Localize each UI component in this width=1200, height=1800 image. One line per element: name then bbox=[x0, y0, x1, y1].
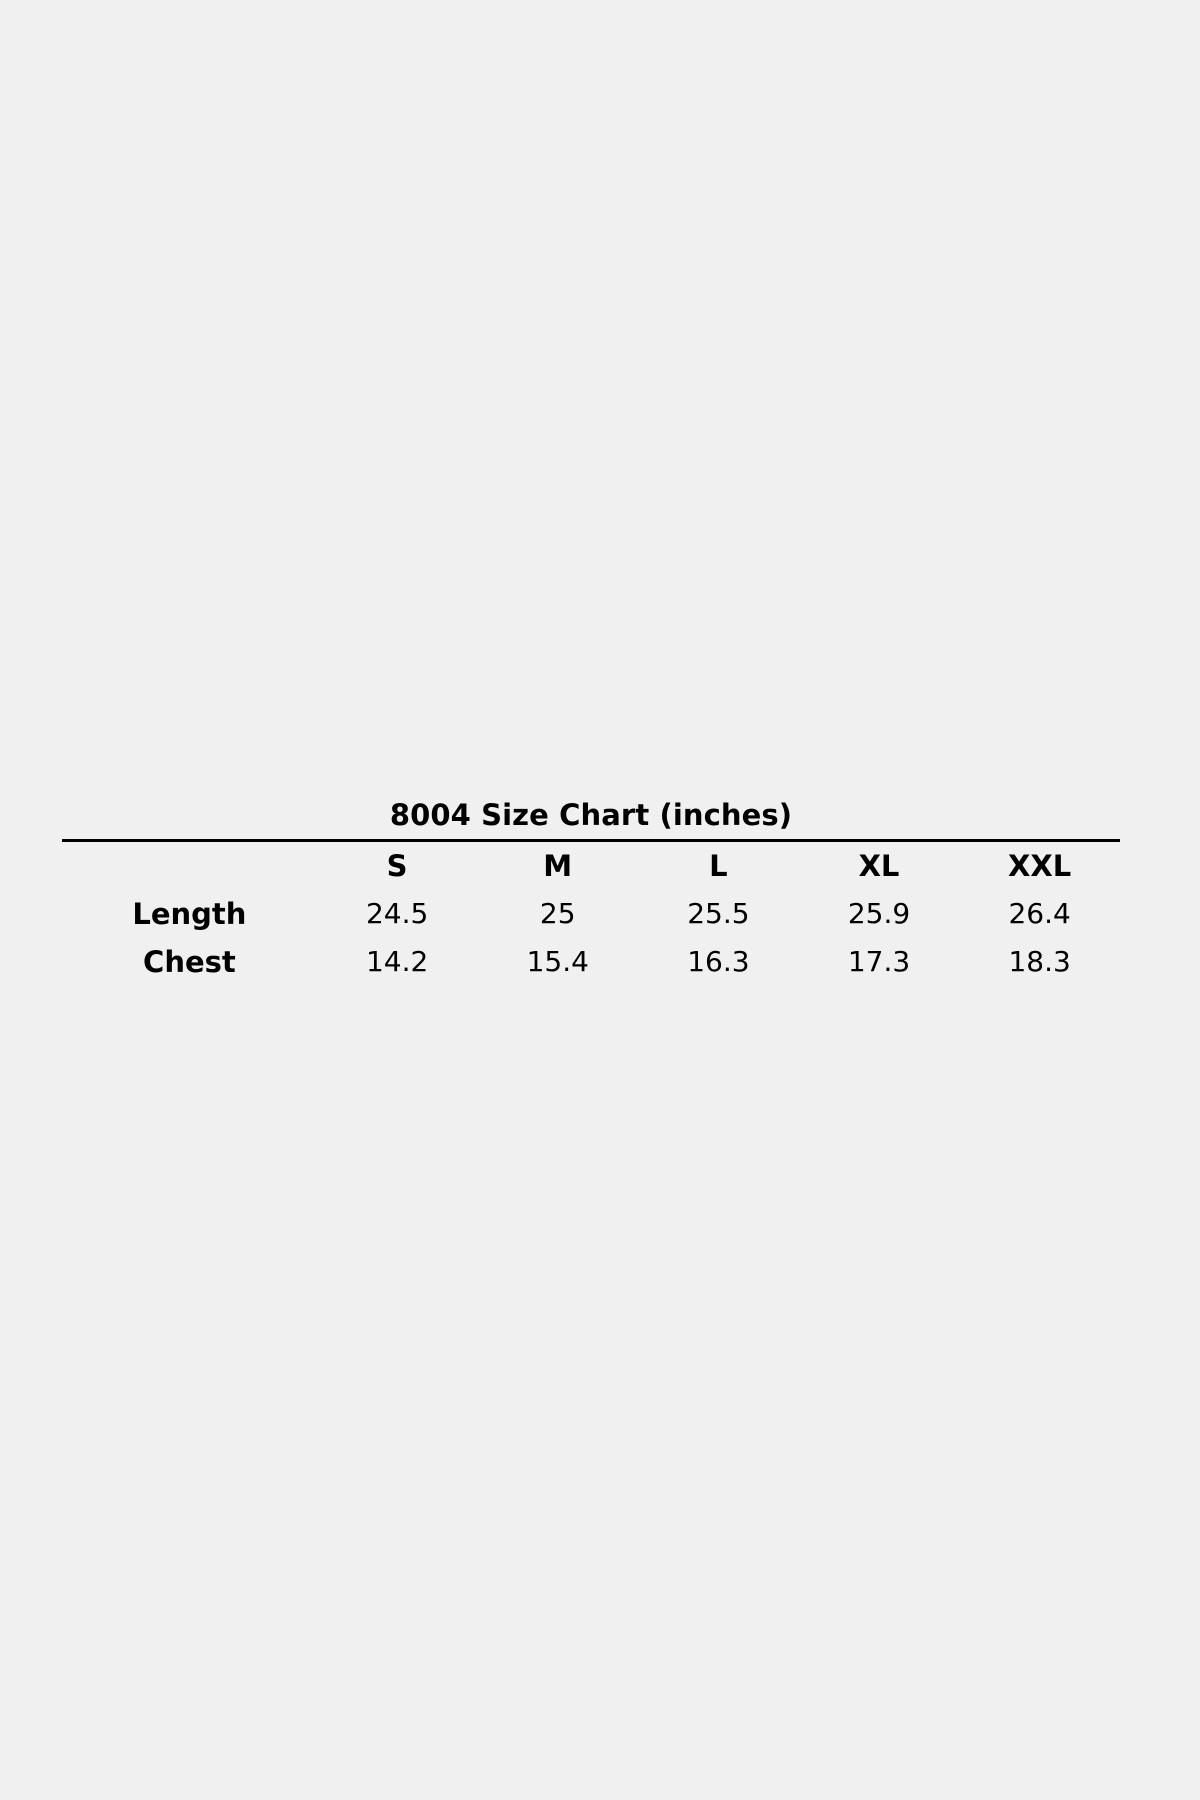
table-header-row bbox=[62, 840, 1120, 890]
cell-chest-xxl: 18.3 bbox=[1008, 945, 1071, 979]
size-chart-container bbox=[62, 800, 1120, 986]
table-row bbox=[62, 938, 1120, 986]
cell-chest-m: 15.4 bbox=[526, 945, 589, 979]
column-header-xxl: XXL bbox=[1008, 848, 1072, 883]
chart-title: 8004 Size Chart (inches) bbox=[389, 798, 793, 832]
cell-length-xxl: 26.4 bbox=[1008, 897, 1071, 931]
cell-chest-l: 16.3 bbox=[687, 945, 750, 979]
table-body bbox=[62, 890, 1120, 986]
cell-chest-s: 14.2 bbox=[365, 945, 429, 979]
cell-chest-xl: 17.3 bbox=[847, 945, 911, 979]
column-header-l: L bbox=[709, 848, 728, 883]
row-header-chest: Chest bbox=[143, 944, 236, 979]
table-header bbox=[62, 840, 1120, 890]
cell-length-l: 25.5 bbox=[687, 897, 750, 931]
cell-length-s: 24.5 bbox=[365, 897, 429, 931]
cell-length-xl: 25.9 bbox=[847, 897, 911, 931]
column-header-m: M bbox=[543, 848, 573, 883]
cell-length-m: 25 bbox=[539, 897, 576, 931]
table-corner-cell bbox=[62, 840, 317, 890]
column-header-s: S bbox=[386, 848, 408, 883]
row-header-length: Length bbox=[132, 896, 247, 931]
column-header-xl: XL bbox=[858, 848, 900, 883]
table-row bbox=[62, 890, 1120, 938]
size-chart-table bbox=[62, 839, 1120, 986]
